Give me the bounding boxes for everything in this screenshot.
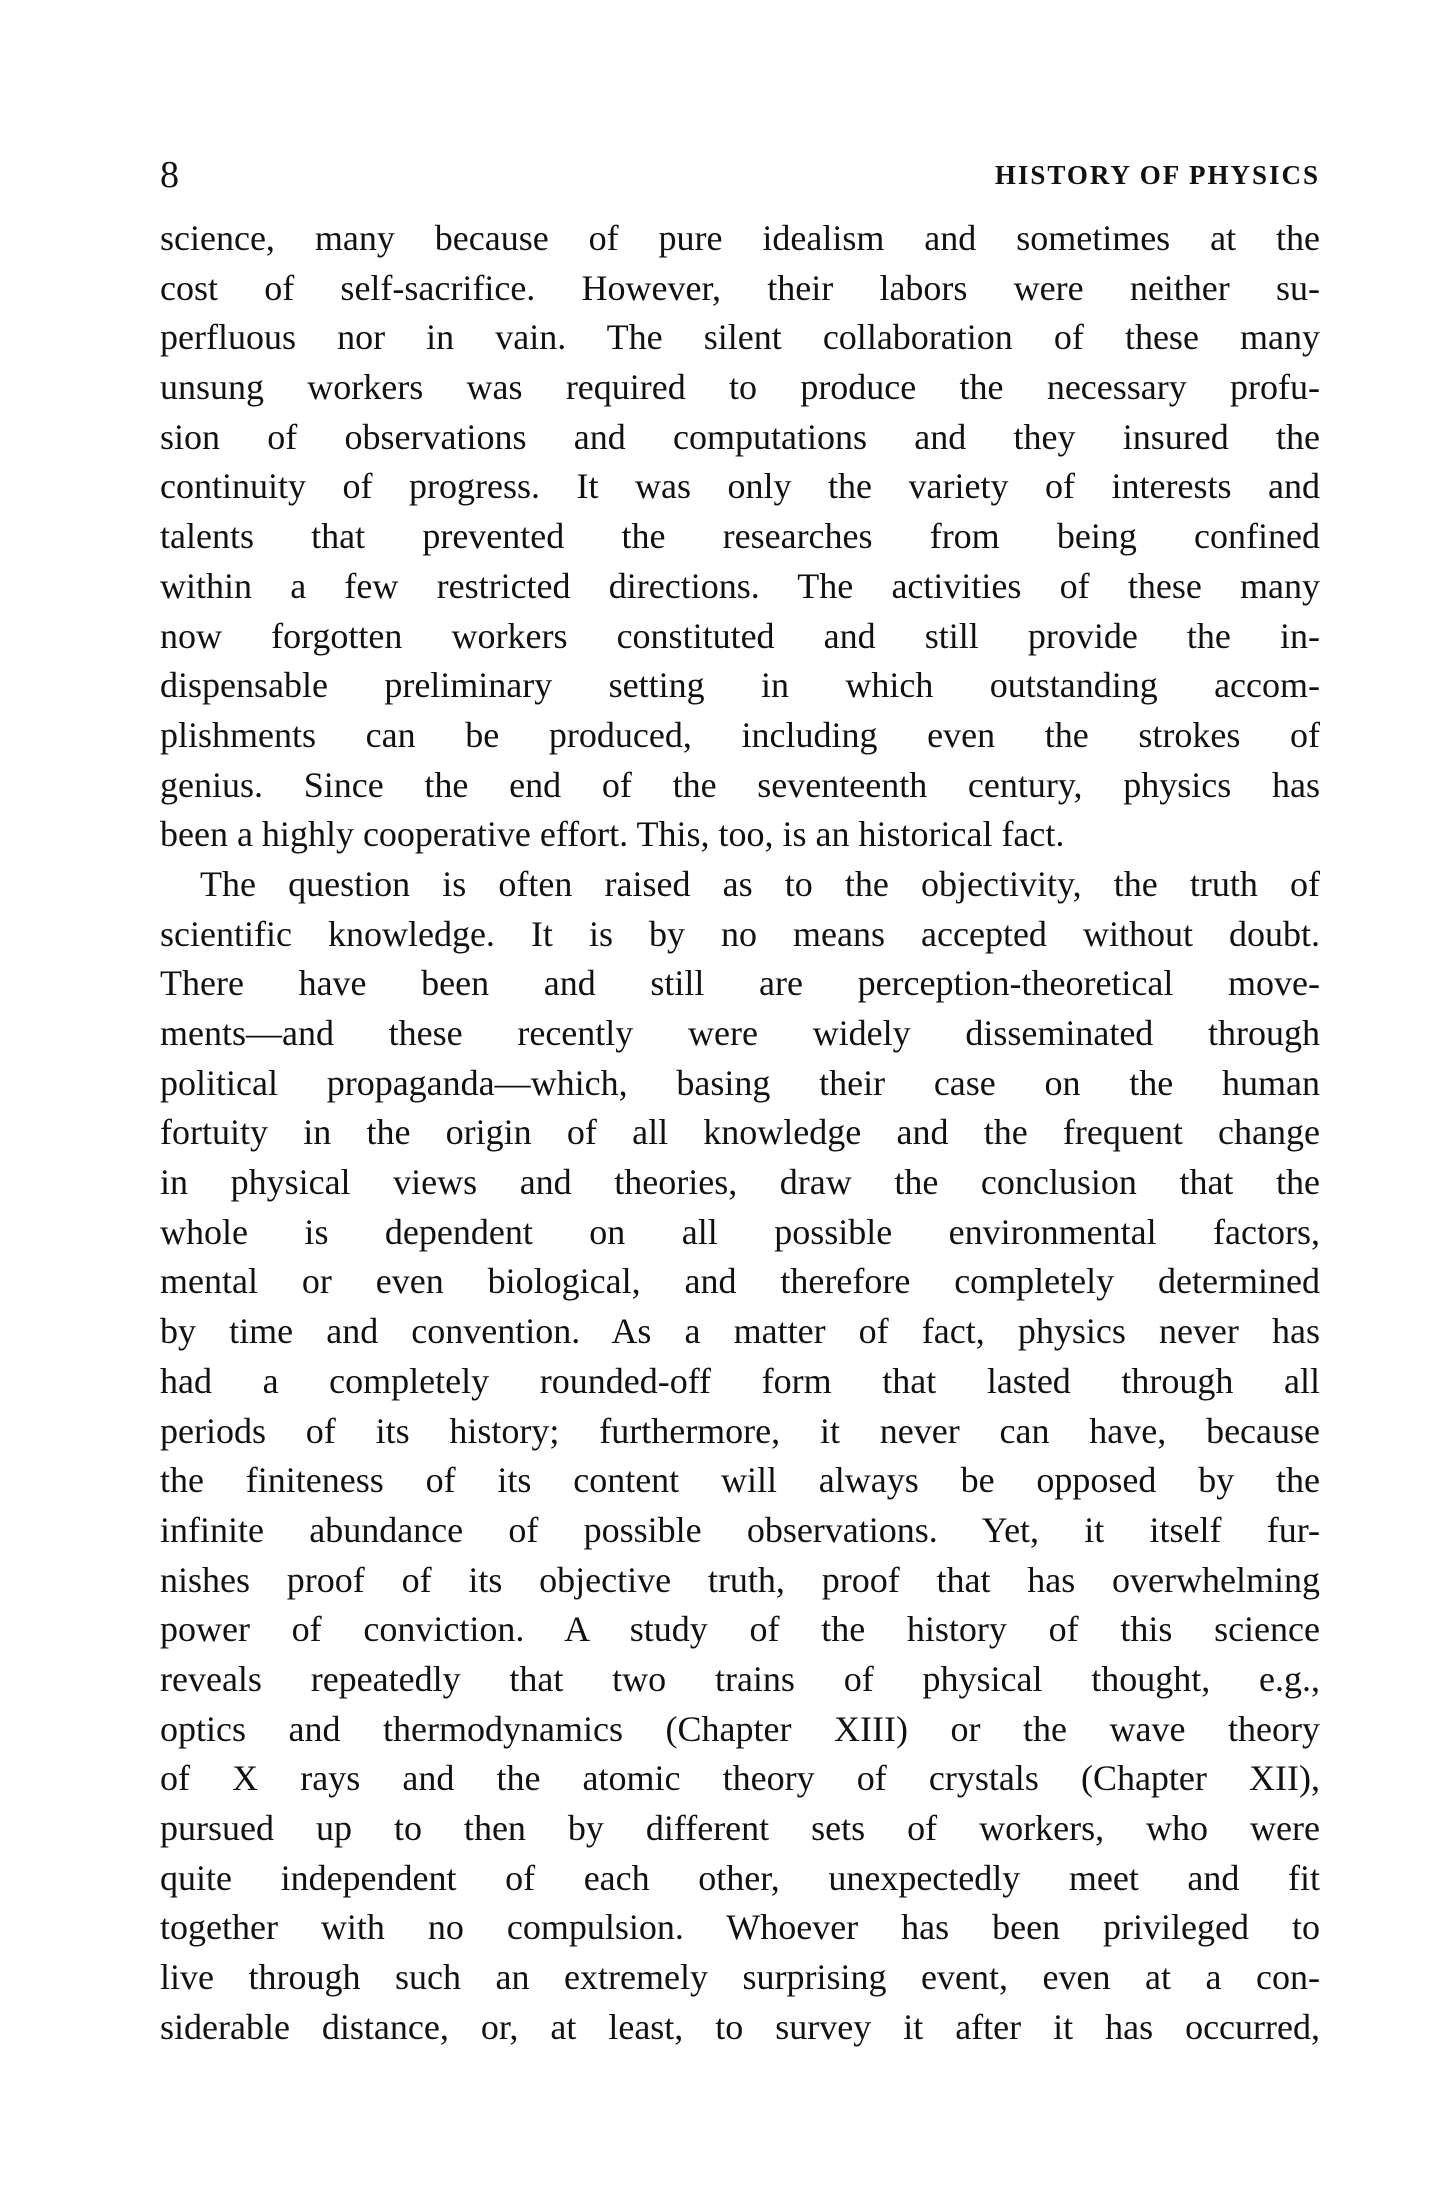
text-line: pursued up to then by different sets of workers, who were — [160, 1808, 1320, 1848]
text-line-paragraph-start: The question is often raised as to the objectivity, the truth of — [200, 863, 1320, 904]
text-line: within a few restricted directions. The activities of these many — [160, 565, 1320, 606]
text-line: nishes proof of its objective truth, proof that has overwhelming — [160, 1559, 1320, 1600]
text-line: together with no compulsion. Whoever has been privileged to — [160, 1907, 1320, 1948]
text-line: had a completely rounded-off form that lasted through all — [160, 1360, 1320, 1401]
text-line: of X rays and the atomic theory of crystals (Chapter XII), — [160, 1758, 1320, 1799]
text-line: plishments can be produced, including even the strokes of — [160, 714, 1320, 755]
text-line: fortuity in the origin of all knowledge and the frequent change — [160, 1112, 1320, 1153]
text-line: political propaganda—which, basing their case on the human — [160, 1062, 1320, 1103]
text-line: cost of self-sacrifice. However, their labors were neither su- — [160, 267, 1320, 308]
text-line-paragraph-end: been a highly cooperative effort. This, too, is an historical fact. — [160, 814, 1065, 855]
text-line: live through such an extremely surprising event, even at a con- — [160, 1957, 1320, 1998]
text-line: quite independent of each other, unexpectedly meet and fit — [160, 1857, 1320, 1898]
text-line: talents that prevented the researches from being confined — [160, 516, 1320, 557]
text-line: siderable distance, or, at least, to survey it after it has occurred, — [160, 2006, 1320, 2047]
text-line: mental or even biological, and therefore completely determined — [160, 1261, 1320, 1302]
text-line: scientific knowledge. It is by no means accepted without doubt. — [160, 913, 1320, 954]
text-line: continuity of progress. It was only the variety of interests and — [160, 466, 1320, 507]
text-line: periods of its history; furthermore, it never can have, because — [160, 1410, 1320, 1451]
text-line: power of conviction. A study of the history of this science — [160, 1609, 1320, 1650]
text-line: optics and thermodynamics (Chapter XIII) or the wave theory — [160, 1708, 1320, 1749]
text-line: by time and convention. As a matter of fact, physics never has — [160, 1311, 1320, 1352]
text-line: in physical views and theories, draw the conclusion that the — [160, 1162, 1320, 1203]
text-line: whole is dependent on all possible environmental factors, — [160, 1211, 1320, 1252]
text-line: the finiteness of its content will always be opposed by the — [160, 1460, 1320, 1501]
page-number: 8 — [160, 154, 179, 196]
text-line: reveals repeatedly that two trains of physical thought, e.g., — [160, 1658, 1320, 1699]
body-text — [160, 214, 1320, 2052]
text-line: dispensable preliminary setting in which outstanding accom- — [160, 665, 1320, 706]
text-line: sion of observations and computations and they insured the — [160, 416, 1320, 457]
text-line: science, many because of pure idealism and sometimes at the — [160, 218, 1320, 258]
text-line: perfluous nor in vain. The silent collaboration of these many — [160, 317, 1320, 358]
text-line: There have been and still are perception-theoretical move- — [160, 963, 1320, 1004]
text-line: genius. Since the end of the seventeenth century, physics has — [160, 764, 1320, 805]
text-line: unsung workers was required to produce the necessary profu- — [160, 367, 1320, 408]
text-line: now forgotten workers constituted and still provide the in- — [160, 615, 1320, 656]
text-line: infinite abundance of possible observations. Yet, it itself fur- — [160, 1509, 1320, 1550]
text-line: ments—and these recently were widely disseminated through — [160, 1013, 1320, 1053]
running-title: HISTORY OF PHYSICS — [994, 160, 1320, 190]
running-head — [160, 150, 1320, 200]
